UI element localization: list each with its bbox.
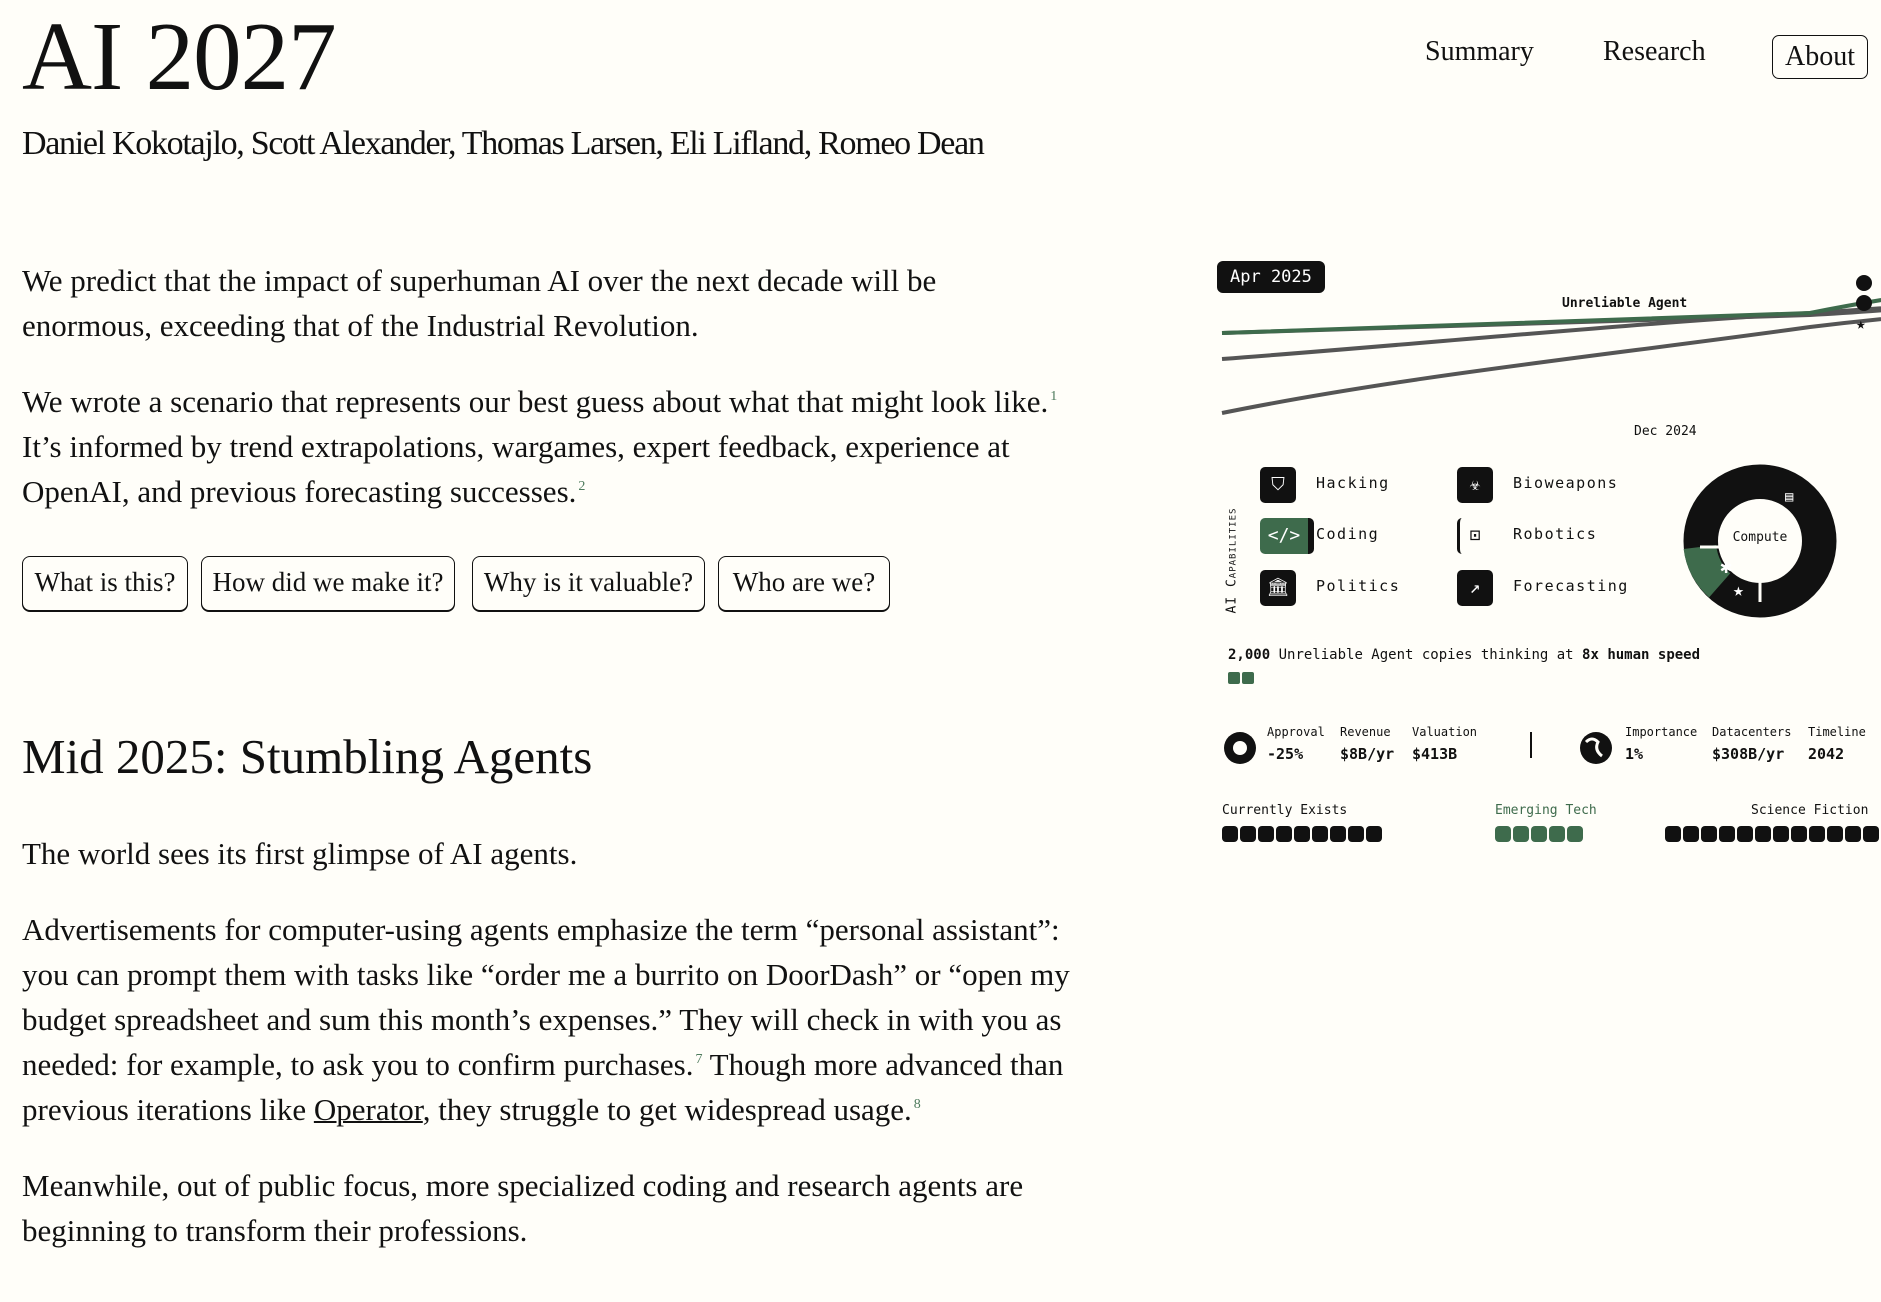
intro-paragraph: We predict that the impact of superhuman AI over the next decade will be enormous, exceeding that of the Industrial Revolution. xyxy=(22,263,937,343)
who-are-we-button[interactable]: Who are we? xyxy=(718,556,890,611)
technology-square[interactable] xyxy=(1773,826,1789,842)
footnote-1-link[interactable]: 1 xyxy=(1050,389,1058,404)
section-paragraph-3: Meanwhile, out of public focus, more specialized coding and research agents are beginning to transform their professions. xyxy=(22,1168,1024,1248)
top-nav xyxy=(0,36,1881,72)
tier-fiction-label: Science Fiction xyxy=(1751,803,1869,818)
intro-text: It’s informed by trend extrapolations, wargames, expert feedback, experience at OpenAI, and previous forecasting successes. xyxy=(22,429,1010,509)
date-badge: Apr 2025 xyxy=(1217,261,1325,293)
biohazard-icon: ☣ xyxy=(1457,467,1493,503)
copies-text: Unreliable Agent copies thinking at xyxy=(1270,647,1583,663)
tier-emerging-squares xyxy=(1495,826,1615,846)
flag-icon: ▤ xyxy=(1785,489,1794,505)
technology-square[interactable] xyxy=(1549,826,1565,842)
capability-label: Politics xyxy=(1316,577,1401,595)
shield-icon: ⛉ xyxy=(1260,467,1296,503)
technology-square[interactable] xyxy=(1701,826,1717,842)
trend-chart-icon: ↗ xyxy=(1457,570,1493,606)
stat-revenue: Revenue $8B/yr xyxy=(1340,725,1395,763)
what-is-this-button[interactable]: What is this? xyxy=(22,556,188,611)
why-is-it-valuable-button[interactable]: Why is it valuable? xyxy=(472,556,705,611)
compute-label: Compute xyxy=(1732,530,1788,545)
robot-icon: ⊡ xyxy=(1457,518,1490,554)
how-did-we-make-it-button[interactable]: How did we make it? xyxy=(201,556,455,611)
tier-emerging-label: Emerging Tech xyxy=(1495,803,1597,818)
capability-label: Robotics xyxy=(1513,525,1598,543)
stat-timeline: Timeline 2042 xyxy=(1808,725,1866,763)
tier-exists-label: Currently Exists xyxy=(1222,803,1348,818)
copies-speed: 8x human speed xyxy=(1582,647,1701,663)
stat-approval: Approval -25% xyxy=(1267,725,1325,763)
section-text: Advertisements for computer-using agents emphasize the term “personal assistant”: you can prompt them with tasks like “order me a burrito on DoorDash” or “open my budget spreadsheet and sum this month’s expenses.” They will check in with you as needed: for example, to ask you to confirm purchases. xyxy=(22,912,1070,1082)
author-list: Daniel Kokotajlo, Scott Alexander, Thomas Larsen, Eli Lifland, Romeo Dean xyxy=(22,125,984,162)
copies-count: 2,000 xyxy=(1228,647,1271,663)
openai-icon xyxy=(1222,730,1262,770)
capability-label: Bioweapons xyxy=(1513,474,1619,492)
code-icon: </> xyxy=(1260,518,1314,554)
section-paragraph: The world sees its first glimpse of AI agents. xyxy=(22,836,578,871)
technology-square[interactable] xyxy=(1513,826,1529,842)
tier-exists-squares xyxy=(1222,826,1432,846)
stat-valuation: Valuation $413B xyxy=(1412,725,1478,763)
compute-share-openai xyxy=(1700,547,1720,585)
technology-square[interactable] xyxy=(1294,826,1310,842)
technology-square[interactable] xyxy=(1348,826,1364,842)
technology-square[interactable] xyxy=(1719,826,1735,842)
stat-datacenters: Datacenters $308B/yr xyxy=(1712,725,1792,763)
capitol-icon: 🏛 xyxy=(1260,570,1296,606)
intro-paragraph-2 xyxy=(22,379,1072,514)
technology-square[interactable] xyxy=(1737,826,1753,842)
intro-text: We wrote a scenario that represents our best guess about what that might look like. xyxy=(22,384,1049,419)
intro xyxy=(22,258,1072,514)
openai-icon: ✱ xyxy=(1720,554,1733,578)
star-icon: ★ xyxy=(1733,580,1744,601)
chart-label: Unreliable Agent xyxy=(1562,296,1688,311)
technology-square[interactable] xyxy=(1567,826,1583,842)
technology-square[interactable] xyxy=(1845,826,1861,842)
nav-about-link[interactable]: About xyxy=(1772,35,1868,79)
capability-label: Hacking xyxy=(1316,474,1390,492)
stat-importance: Importance 1% xyxy=(1625,725,1698,763)
technology-square[interactable] xyxy=(1276,826,1292,842)
capability-trend-chart xyxy=(1210,255,1881,455)
capabilities-title: AI Capabilities xyxy=(1224,507,1240,614)
technology-square[interactable] xyxy=(1809,826,1825,842)
copies-readout xyxy=(1228,647,1700,663)
capability-label: Forecasting xyxy=(1513,577,1629,595)
operator-link[interactable]: Operator xyxy=(313,1092,423,1127)
globe-icon xyxy=(1856,295,1872,311)
tier-fiction-squares xyxy=(1661,826,1881,846)
section-heading: Mid 2025: Stumbling Agents xyxy=(22,729,593,784)
trend-line-leading xyxy=(1222,291,1881,333)
footnote-8-link[interactable]: 8 xyxy=(913,1097,921,1112)
technology-square[interactable] xyxy=(1531,826,1547,842)
technology-square[interactable] xyxy=(1258,826,1274,842)
capability-label: Coding xyxy=(1316,525,1380,543)
technology-square[interactable] xyxy=(1665,826,1681,842)
technology-square[interactable] xyxy=(1222,826,1238,842)
openai-icon xyxy=(1856,275,1872,291)
copies-squares xyxy=(1228,672,1256,688)
footnote-7-link[interactable]: 7 xyxy=(695,1052,703,1067)
technology-square[interactable] xyxy=(1791,826,1807,842)
chart-date-marker: Dec 2024 xyxy=(1634,424,1697,439)
nav-summary-link[interactable]: Summary xyxy=(1425,36,1534,67)
nav-research-link[interactable]: Research xyxy=(1603,36,1706,67)
technology-square[interactable] xyxy=(1863,826,1879,842)
technology-square[interactable] xyxy=(1827,826,1843,842)
trend-end-icons xyxy=(1850,273,1880,339)
technology-square[interactable] xyxy=(1330,826,1346,842)
site-title[interactable]: AI 2027 xyxy=(22,3,336,110)
footnote-2-link[interactable]: 2 xyxy=(578,479,586,494)
section-body xyxy=(22,831,1072,1253)
section-text: , they struggle to get widespread usage. xyxy=(422,1092,912,1127)
technology-square[interactable] xyxy=(1495,826,1511,842)
star-icon: ★ xyxy=(1856,314,1866,333)
technology-square[interactable] xyxy=(1755,826,1771,842)
technology-square[interactable] xyxy=(1366,826,1382,842)
technology-square[interactable] xyxy=(1312,826,1328,842)
technology-square[interactable] xyxy=(1683,826,1699,842)
section-paragraph-2 xyxy=(22,907,1072,1132)
stats-divider xyxy=(1530,732,1532,758)
section-text: Though more advanced than previous iterations like xyxy=(22,1047,1064,1127)
globe-icon xyxy=(1578,730,1618,770)
technology-square[interactable] xyxy=(1240,826,1256,842)
scenario-dashboard xyxy=(1210,255,1881,895)
